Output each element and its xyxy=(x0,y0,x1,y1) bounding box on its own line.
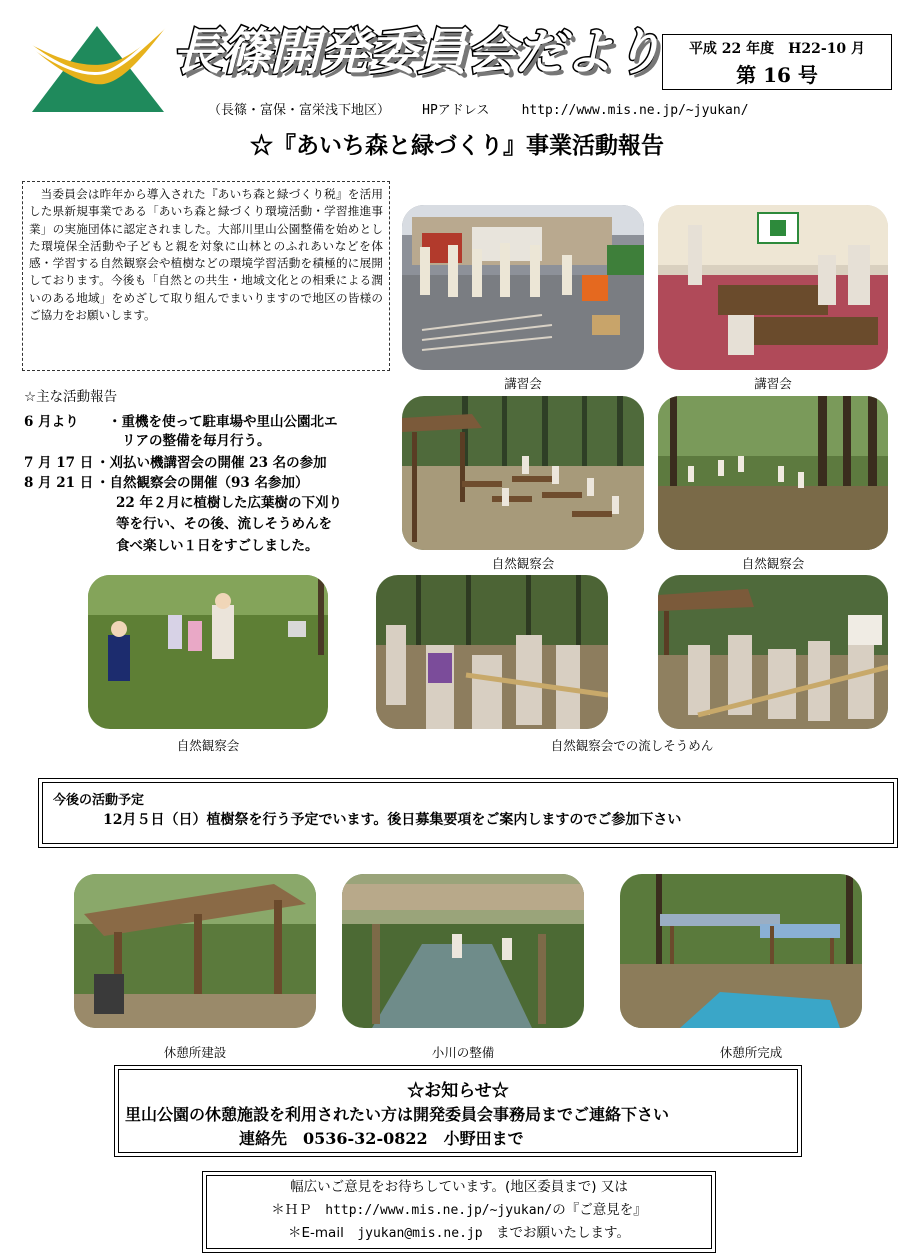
photo-caption: 講習会 xyxy=(754,376,792,391)
photo-caption: 休憩所建設 xyxy=(163,1045,227,1060)
footer-hp-link[interactable]: http://www.mis.ne.jp/~jyukan/ xyxy=(325,1203,553,1218)
footer-hp-prefix: ＊ＨＰ xyxy=(271,1202,326,1218)
footer-email-line xyxy=(207,1222,711,1245)
photo-forest-pavilion xyxy=(402,396,644,550)
header-subline xyxy=(208,99,749,118)
areas-text: （長篠・富保・富栄浅下地区） xyxy=(208,103,391,118)
hp-url-link[interactable]: http://www.mis.ne.jp/~jyukan/ xyxy=(521,103,749,118)
issue-number: 第 16 号 xyxy=(736,63,818,87)
photo-lecture-outdoor xyxy=(402,205,644,370)
activity-item-june xyxy=(24,413,338,432)
footer-email-link[interactable]: jyukan@mis.ne.jp xyxy=(357,1226,483,1241)
footer-email-suffix: までお願いたします。 xyxy=(482,1225,630,1241)
activity-item-june-cont: リアの整備を毎月行う。 xyxy=(122,433,271,449)
notice-contact: 連絡先 0536-32-0822 小野田まで xyxy=(239,1129,524,1148)
activity-item-july xyxy=(24,454,327,473)
photo-caption: 自然観察会 xyxy=(176,738,240,753)
photo-caption: 自然観察会 xyxy=(491,556,555,571)
schedule-body: 12月５日（日）植樹祭を行う予定でいます。後日募集要項をご案内しますのでご参加下さい xyxy=(103,812,682,828)
photo-caption: 自然観察会での流しそうめん xyxy=(550,738,714,753)
logo-icon xyxy=(22,12,172,114)
notice-line1: 里山公園の休憩施設を利用されたい方は開発委員会事務局までご連絡下さい xyxy=(125,1105,670,1124)
notice-box xyxy=(114,1065,802,1157)
masthead-title: 長篠開発委員会だより xyxy=(172,23,662,81)
activity-text: ・刈払い機講習会の開催 23 名の参加 xyxy=(96,455,327,471)
schedule-title: 今後の活動予定 xyxy=(53,793,145,808)
photo-shelter-done xyxy=(620,874,862,1028)
notice-inner xyxy=(118,1069,798,1153)
footer-email-prefix: ＊E-mail xyxy=(288,1225,358,1241)
photo-shelter-build xyxy=(74,874,316,1028)
activity-date: 8 月 21 日 xyxy=(24,475,94,491)
photo-caption: 講習会 xyxy=(504,376,542,391)
photo-caption: 小川の整備 xyxy=(431,1045,495,1060)
activities-heading: ☆主な活動報告 xyxy=(24,389,118,405)
photo-caption: 休憩所完成 xyxy=(719,1045,783,1060)
footer-line1: 幅広いご意見をお待ちしています。(地区委員まで) 又は xyxy=(290,1179,628,1195)
issue-box xyxy=(662,34,892,90)
notice-title: ☆お知らせ☆ xyxy=(407,1081,509,1101)
activity-item-august-cont2: 等を行い、その後、流しそうめんを xyxy=(116,516,332,532)
schedule-box xyxy=(38,778,898,848)
activity-item-august-cont3: 食べ楽しい１日をすごしました。 xyxy=(116,538,319,554)
footer-hp-line xyxy=(207,1199,711,1222)
photo-caption: 自然観察会 xyxy=(741,556,805,571)
page-headline: ☆『あいち森と緑づくり』事業活動報告 xyxy=(250,132,664,159)
photo-nagashi-somen xyxy=(376,575,608,729)
fiscal-year: 平成 22 年度 H22-10 月 xyxy=(688,41,866,57)
intro-text: 当委員会は昨年から導入された『あいち森と緑づくり税』を活用した県新規事業である「あいち森と緑づくり環境活動・学習推進事業」の実施団体に認定されました。大部川里山公園整備を始めとした環境保全活動や子どもと親を対象に山林とのふれあいなどを体感・学習する自然観察会や植樹などの環境学習活動を積極的に展開しております。今後も「自然との共生・地域文化との相乗による潤いのある地域」をめざして取り組んでまいりますので地区の皆様のご協力をお願いします。 xyxy=(22,181,390,371)
photo-lecture-indoor xyxy=(658,205,888,370)
activity-text: ・重機を使って駐車場や里山公園北エ xyxy=(108,414,338,430)
hp-label: HPアドレス xyxy=(422,103,490,118)
photo-forest-slope xyxy=(658,396,888,550)
activity-date: 6 月より xyxy=(24,414,79,430)
footer-box xyxy=(202,1171,716,1253)
photo-nagashi-somen-2 xyxy=(658,575,888,729)
footer-inner xyxy=(206,1175,712,1249)
activity-date: 7 月 17 日 xyxy=(24,455,94,471)
photo-children-forest xyxy=(88,575,328,729)
activity-item-august-cont1: 22 年２月に植樹した広葉樹の下刈り xyxy=(116,495,342,511)
footer-hp-suffix: の『ご意見を』 xyxy=(552,1202,647,1218)
activity-text: ・自然観察会の開催（93 名参加） xyxy=(96,475,309,491)
photo-stream xyxy=(342,874,584,1028)
activity-item-august xyxy=(24,474,309,493)
schedule-inner xyxy=(42,782,894,844)
